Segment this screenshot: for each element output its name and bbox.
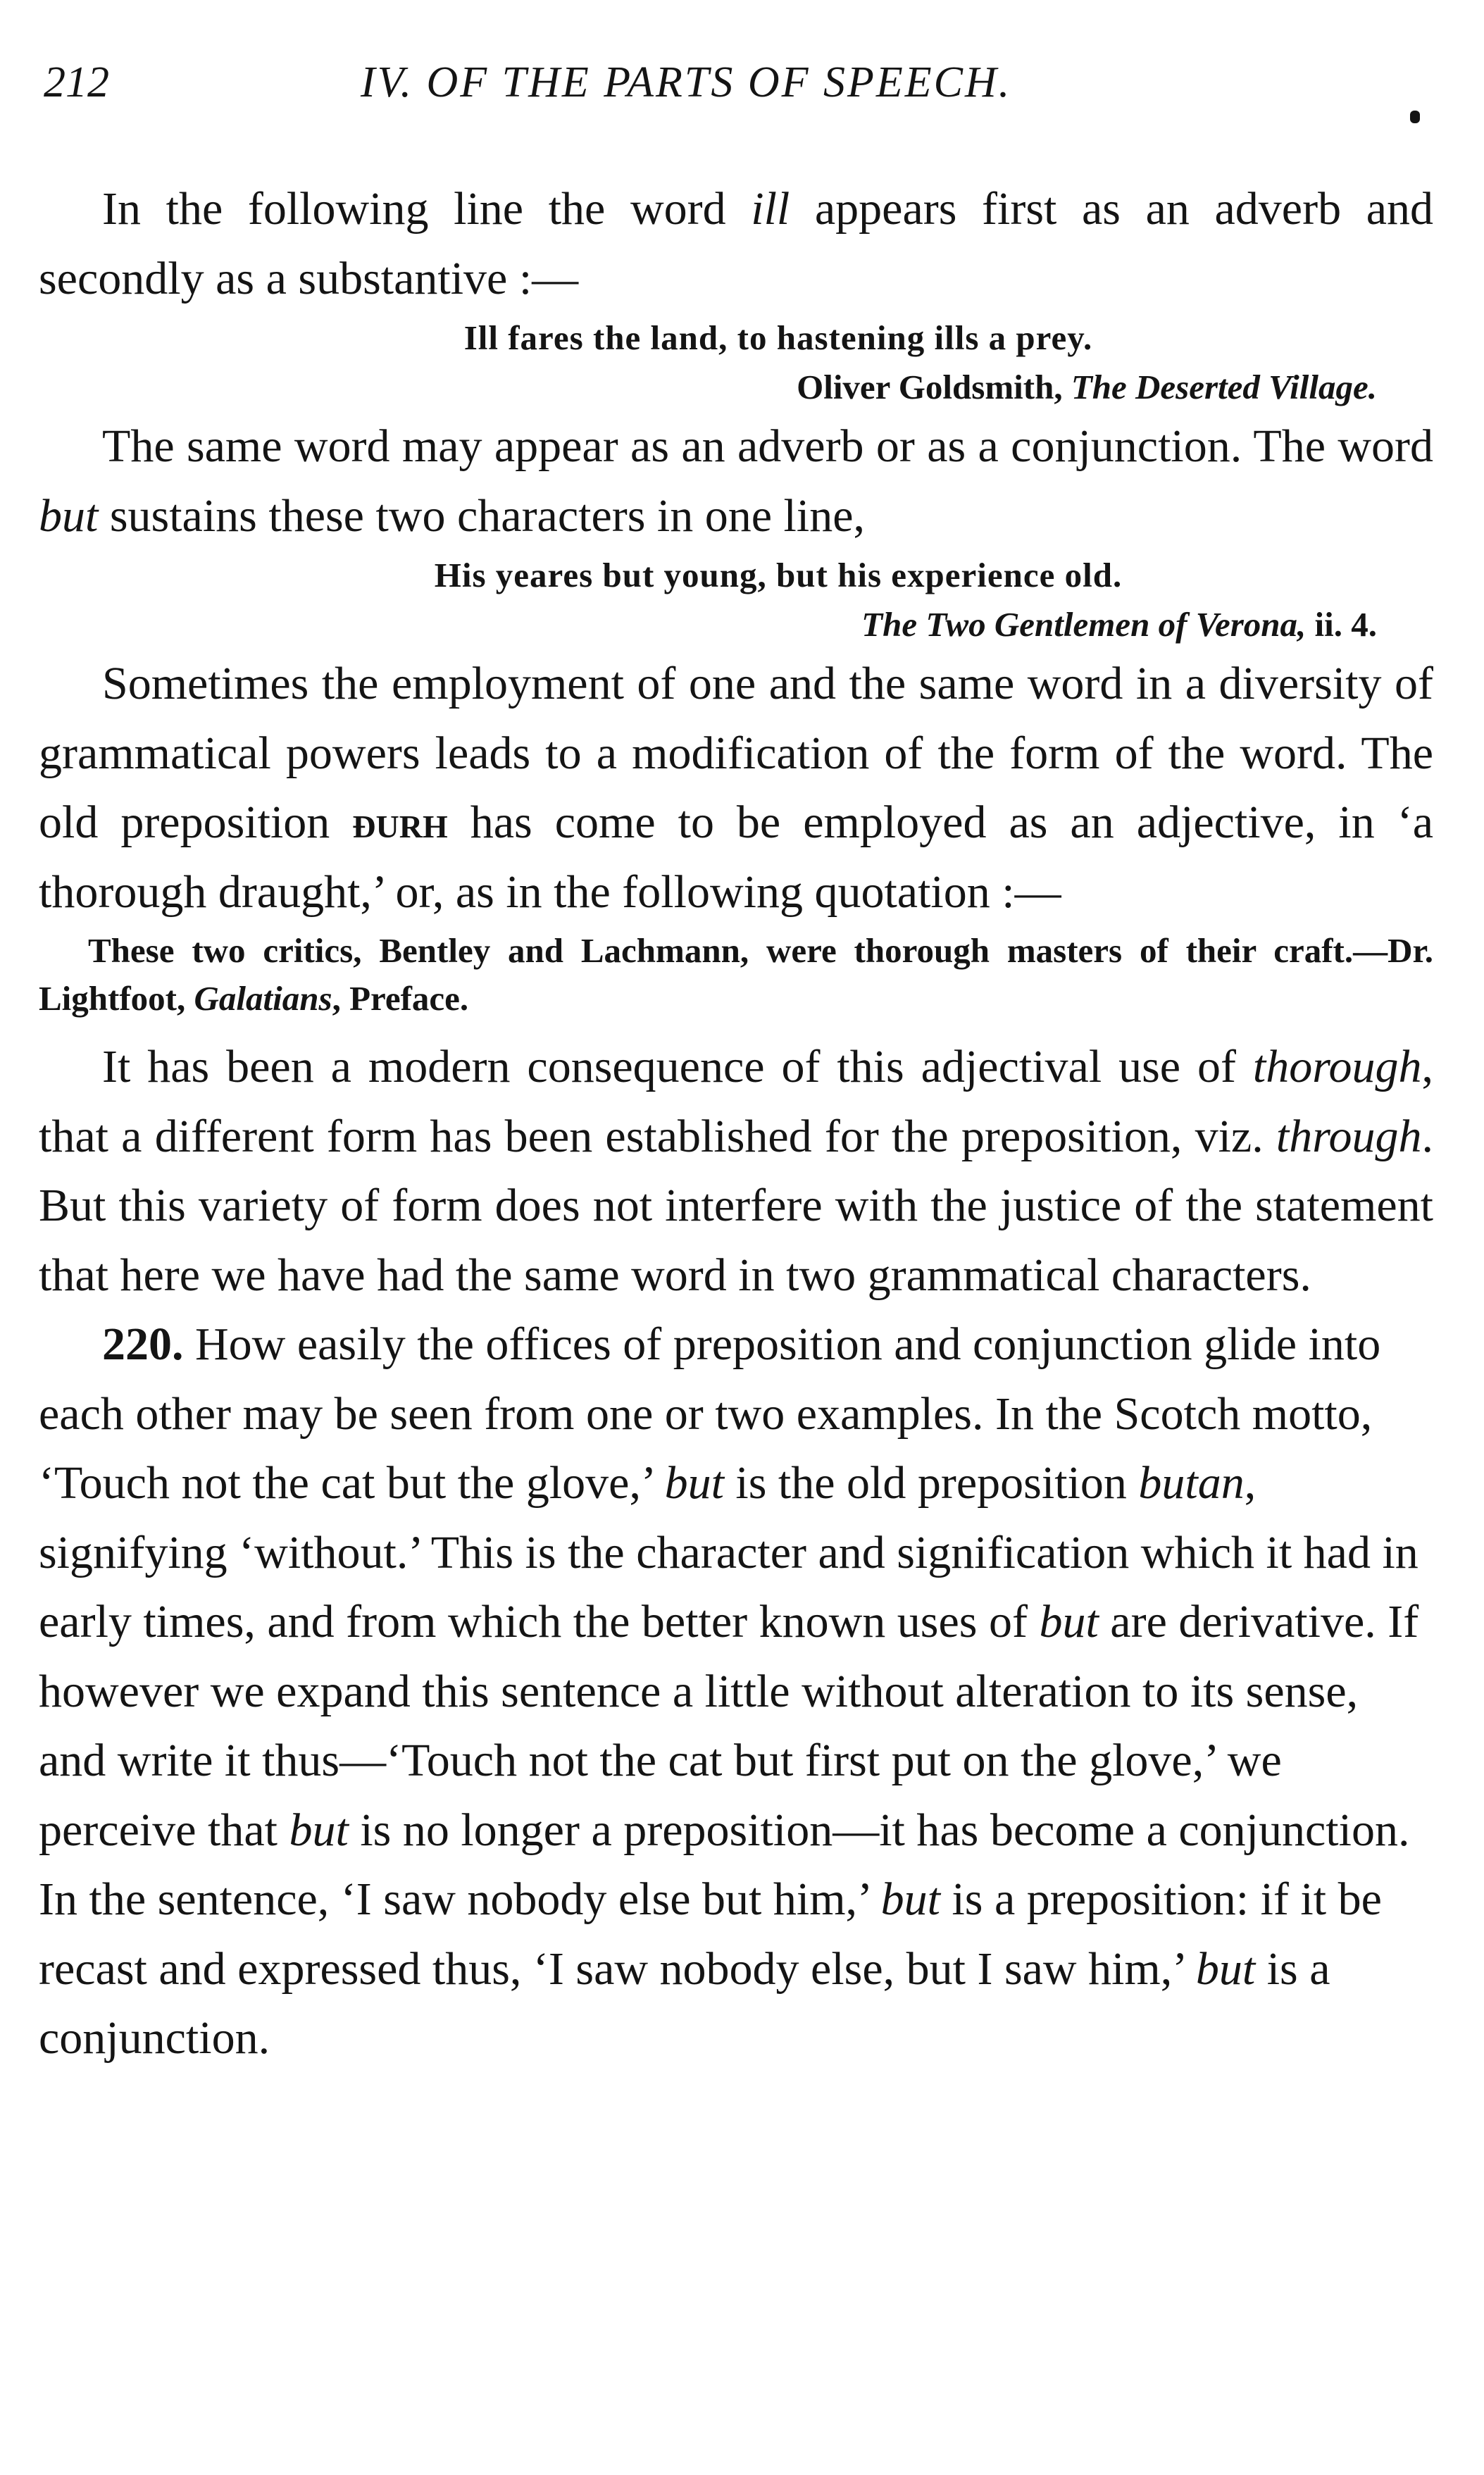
quote-verona: His yeares but young, but his experience old. (434, 556, 1123, 594)
paragraph-but (39, 412, 1433, 551)
text: is a preposition: if it be recast and expressed thus, ‘I saw nobody else, but I saw him,’ (39, 1874, 1382, 1995)
text: , signifying ‘without.’ This is the character and signification which it had in early times, and from which the better known uses of (39, 1457, 1418, 1647)
paragraph-220 (39, 1310, 1433, 2074)
cite-work: The Deserted Village. (1071, 368, 1377, 406)
text: Sometimes the employment of one and the same word in a diversity of grammatical powers leads to a modification of the form of the word. The old preposition (39, 658, 1433, 848)
page-number: 212 (44, 58, 109, 106)
text: sustains these two characters in one line, (98, 490, 866, 542)
text: appears first as an adverb and secondly as a substantive :— (39, 183, 1433, 304)
text: . But this variety of form does not interfere with the justice of the statement that here we have had the same word in two grammatical characters. (39, 1110, 1433, 1301)
quote-goldsmith: Ill fares the land, to hastening ills a prey. (463, 318, 1093, 357)
text: These two critics, Bentley and Lachmann, were thorough masters of their craft.—Dr. Lightfoot, (39, 931, 1433, 1018)
paragraph-ill (39, 175, 1433, 313)
text: In the following line the word (102, 183, 752, 235)
cite-ref: ii. 4. (1306, 605, 1377, 644)
section-number: 220. (102, 1318, 184, 1370)
italic-word: Galatians (194, 979, 332, 1018)
italic-word: butan (1138, 1457, 1245, 1509)
page-header (44, 58, 1438, 121)
small-caps-word: ðurh (352, 797, 448, 848)
italic-word: but (1039, 1596, 1099, 1647)
italic-word: but (39, 490, 99, 542)
text: are derivative. If however we expand this sentence a little without alteration to its sense, and write it thus—‘Touch not the cat but first put on the glove,’ we perceive that (39, 1596, 1419, 1856)
text: is no longer a preposition—it has become a conjunction. In the sentence, ‘I saw nobody else but him,’ (39, 1804, 1410, 1925)
quote-lightfoot (39, 927, 1433, 1023)
text: , that a different form has been established for the preposition, viz. (39, 1041, 1433, 1162)
text: The same word may appear as an adverb or as a conjunction. The word (102, 420, 1433, 472)
cite-work: The Two Gentlemen of Verona, (861, 605, 1307, 644)
running-title: IV. OF THE PARTS OF SPEECH. (361, 58, 1012, 106)
ink-mark (1410, 111, 1420, 123)
text: It has been a modern consequence of this adjectival use of (102, 1041, 1253, 1092)
citation-verona (39, 600, 1433, 649)
italic-word: through (1276, 1110, 1422, 1162)
page-body (39, 175, 1433, 2074)
citation-goldsmith (39, 363, 1433, 412)
paragraph-through (39, 1033, 1433, 1310)
italic-word: but (289, 1804, 349, 1856)
text: How easily the offices of preposition and conjunction glide into each other may be seen from one or two examples. In the Scotch motto, ‘Touch not the cat but the glove,’ (39, 1318, 1381, 1509)
text: has come to be employed as an adjective, in ‘a thorough draught,’ or, as in the following quotation :— (39, 797, 1433, 918)
text: is the old preposition (723, 1457, 1139, 1509)
italic-word: but (1195, 1943, 1256, 1995)
italic-word: but (880, 1874, 940, 1925)
text: , Preface. (332, 979, 469, 1018)
italic-word: thorough (1252, 1041, 1422, 1092)
cite-author: Oliver Goldsmith, (797, 368, 1071, 406)
italic-word: ill (751, 183, 790, 235)
text: is a conjunction. (39, 1943, 1330, 2064)
italic-word: but (664, 1457, 724, 1509)
paragraph-thorough (39, 649, 1433, 927)
